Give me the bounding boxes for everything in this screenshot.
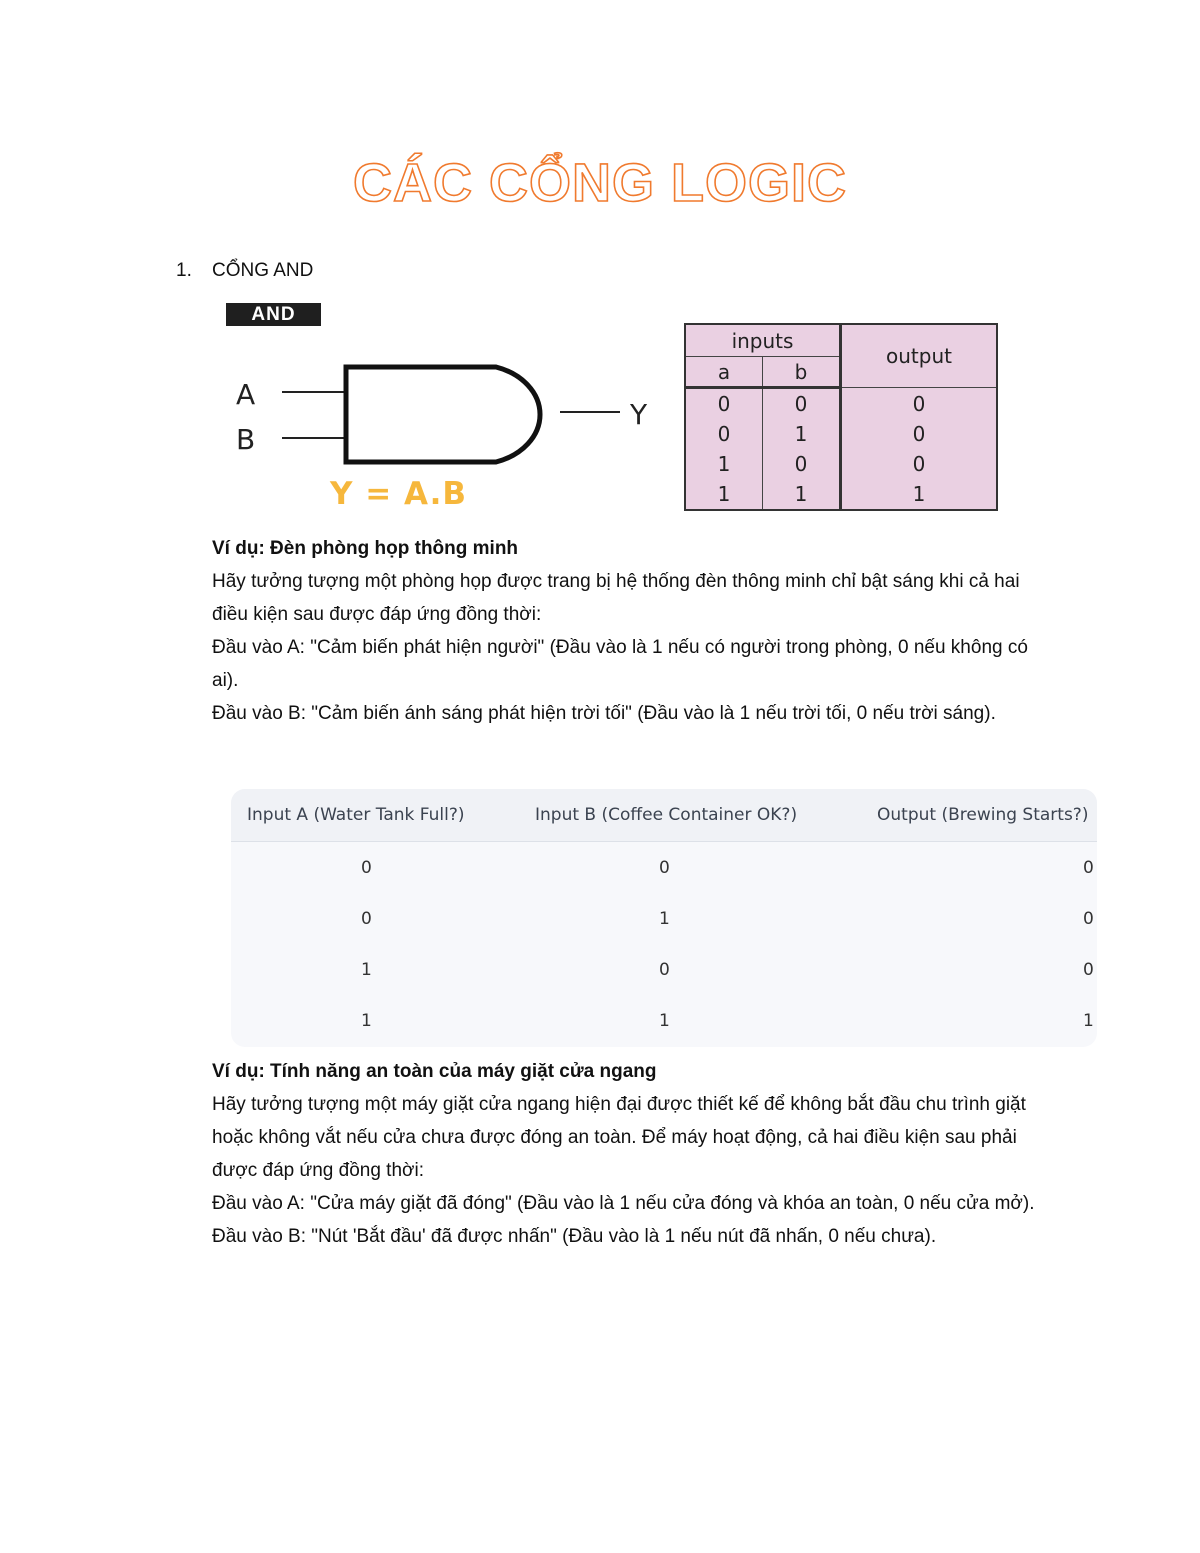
coffee-header-a: Input A (Water Tank Full?) <box>247 805 465 825</box>
table-row <box>685 388 997 420</box>
example1-input-a: Đầu vào A: "Cảm biến phát hiện người" (Đầu vào là 1 nếu có người trong phòng, 0 nếu không có ai). <box>212 637 1028 691</box>
cell-output: 0 <box>1083 908 1094 929</box>
cell-b: 1 <box>763 479 841 510</box>
example2-heading: Ví dụ: Tính năng an toàn của máy giặt cửa ngang <box>212 1061 657 1082</box>
col-b-header: b <box>763 357 841 388</box>
table-row <box>685 449 997 479</box>
coffee-header-output: Output (Brewing Starts?) <box>877 805 1089 825</box>
cell-a: 0 <box>361 857 372 878</box>
and-gate-diagram <box>226 340 666 475</box>
cell-output: 1 <box>841 479 998 510</box>
coffee-header-b: Input B (Coffee Container OK?) <box>535 805 798 825</box>
col-a-header: a <box>685 357 763 388</box>
section-label: CỔNG AND <box>212 260 314 281</box>
cell-a: 0 <box>685 419 763 449</box>
gate-formula: Y = A.B <box>330 476 467 512</box>
cell-output: 0 <box>1083 857 1094 878</box>
cell-a: 1 <box>685 449 763 479</box>
input-b-label: B <box>236 423 256 456</box>
example1-input-b: Đầu vào B: "Cảm biến ánh sáng phát hiện trời tối" (Đầu vào là 1 nếu trời tối, 0 nếu trời sáng). <box>212 703 996 724</box>
and-gate-body <box>346 367 540 462</box>
example1-block <box>212 532 1052 730</box>
output-header: output <box>841 324 998 388</box>
input-a-label: A <box>236 378 256 411</box>
cell-a: 1 <box>361 1010 372 1031</box>
table-row <box>231 944 1097 995</box>
cell-output: 0 <box>841 419 998 449</box>
page-title: CÁC CỔNG LOGIC <box>353 153 847 213</box>
example2-input-a: Đầu vào A: "Cửa máy giặt đã đóng" (Đầu vào là 1 nếu cửa đóng và khóa an toàn, 0 nếu cửa mở). <box>212 1193 1035 1214</box>
cell-output: 0 <box>1083 959 1094 980</box>
cell-b: 0 <box>659 857 670 878</box>
table-row <box>231 842 1097 893</box>
section-number: 1. <box>176 260 192 281</box>
table-row <box>231 995 1097 1046</box>
example2-block <box>212 1055 1052 1253</box>
cell-output: 0 <box>841 388 998 420</box>
table-row <box>231 893 1097 944</box>
example2-input-b: Đầu vào B: "Nút 'Bắt đầu' đã được nhấn" (Đầu vào là 1 nếu nút đã nhấn, 0 nếu chưa). <box>212 1226 937 1247</box>
inputs-header: inputs <box>685 324 841 357</box>
cell-b: 0 <box>763 388 841 420</box>
cell-output: 1 <box>1083 1010 1094 1031</box>
output-label: Y <box>630 398 648 431</box>
cell-a: 1 <box>361 959 372 980</box>
coffee-table-header <box>231 789 1097 842</box>
cell-a: 1 <box>685 479 763 510</box>
gate-label: AND <box>226 303 321 326</box>
table-row <box>685 419 997 449</box>
cell-a: 0 <box>685 388 763 420</box>
cell-b: 1 <box>659 1010 670 1031</box>
cell-b: 1 <box>763 419 841 449</box>
example1-heading: Ví dụ: Đèn phòng họp thông minh <box>212 538 519 559</box>
example1-intro: Hãy tưởng tượng một phòng họp được trang bị hệ thống đèn thông minh chỉ bật sáng khi cả hai điều kiện sau được đáp ứng đồng thời: <box>212 571 1020 625</box>
cell-b: 0 <box>659 959 670 980</box>
cell-output: 0 <box>841 449 998 479</box>
table-row <box>685 479 997 510</box>
section-heading <box>176 260 313 282</box>
cell-b: 0 <box>763 449 841 479</box>
coffee-truth-table <box>231 789 1097 1047</box>
example2-intro: Hãy tưởng tượng một máy giặt cửa ngang hiện đại được thiết kế để không bắt đầu chu trình giặt hoặc không vắt nếu cửa chưa được đóng an toàn. Để máy hoạt động, cả hai điều kiện sau phải được đáp ứng đồng thời: <box>212 1094 1026 1181</box>
and-truth-table <box>684 323 998 511</box>
cell-a: 0 <box>361 908 372 929</box>
cell-b: 1 <box>659 908 670 929</box>
